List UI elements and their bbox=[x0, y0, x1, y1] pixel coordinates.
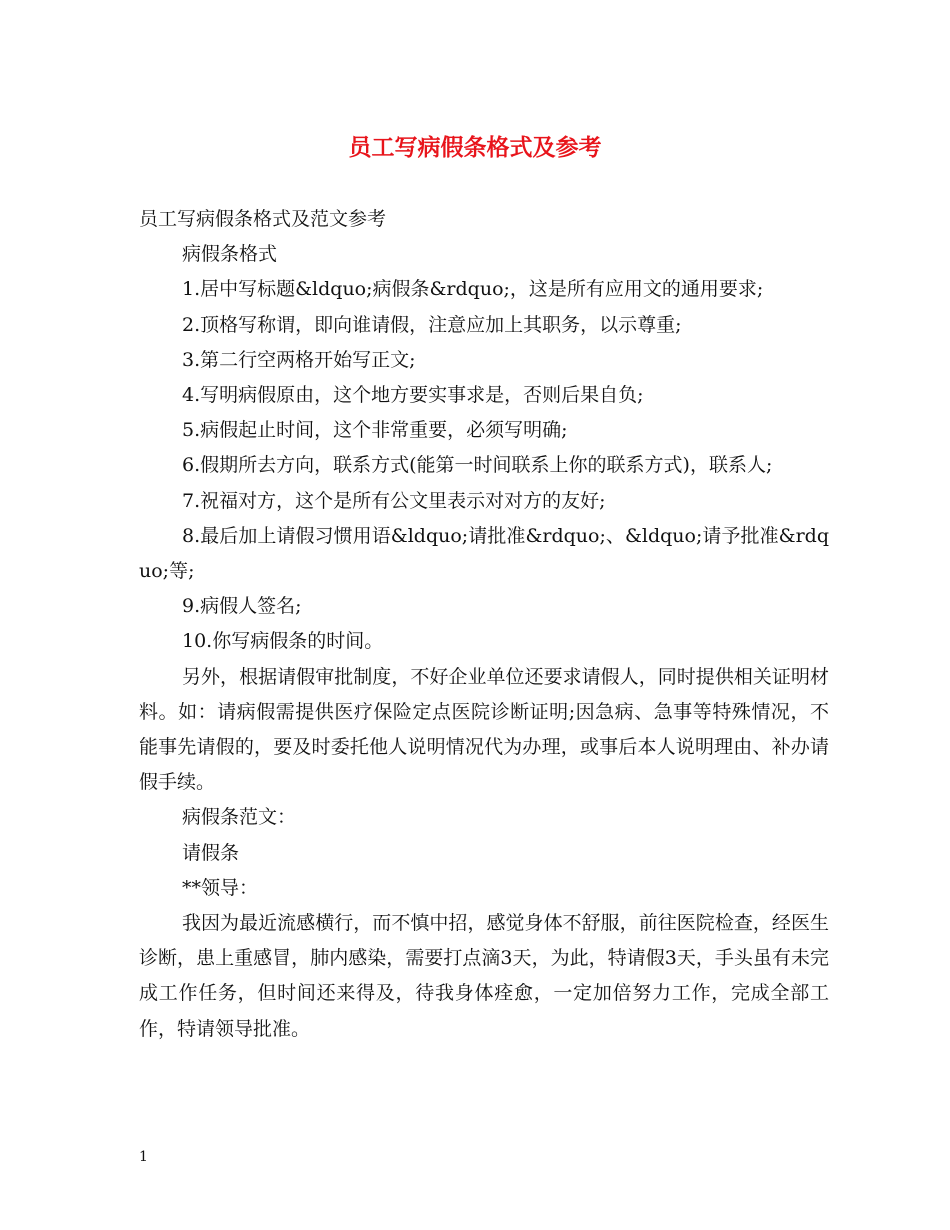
paragraph-salutation: **领导： bbox=[182, 876, 259, 899]
paragraph-additional-notes: 另外，根据请假审批制度，不好企业单位还要求请假人，同时提供相关证明材料。如：请病假需提供医疗保险定点医院诊断证明;因急病、急事等特殊情况，不能事先请假的，要及时委托他人说明情况代为办理，或事后本人说明理由、补办请假手续。 bbox=[139, 665, 829, 794]
paragraph-leave-note-title: 请假条 bbox=[182, 841, 240, 864]
list-item: 4.写明病假原由，这个地方要实事求是，否则后果自负; bbox=[182, 384, 644, 407]
list-item: 6.假期所去方向，联系方式(能第一时间联系上你的联系方式)，联系人; bbox=[182, 454, 773, 477]
list-item: 3.第二行空两格开始写正文; bbox=[182, 348, 416, 371]
list-item: 2.顶格写称谓，即向谁请假，注意应加上其职务，以示尊重; bbox=[182, 313, 682, 336]
paragraph-format-heading: 病假条格式 bbox=[182, 243, 278, 266]
list-item: 10.你写病假条的时间。 bbox=[182, 630, 384, 653]
page-number: 1 bbox=[139, 1149, 148, 1165]
paragraph-sample-body: 我因为最近流感横行，而不慎中招，感觉身体不舒服，前往医院检查，经医生诊断，患上重感冒，肺内感染，需要打点滴3天，为此，特请假3天，手头虽有未完成工作任务，但时间还来得及，待我身体痊愈，一定加倍努力工作，完成全部工作，特请领导批准。 bbox=[139, 912, 829, 1040]
list-item: 9.病假人签名; bbox=[182, 595, 302, 618]
list-item: 7.祝福对方，这个是所有公文里表示对对方的友好; bbox=[182, 489, 606, 512]
document-body bbox=[139, 202, 829, 1047]
list-item: 5.病假起止时间，这个非常重要，必须写明确; bbox=[182, 419, 568, 442]
list-item: 1.居中写标题&ldquo;病假条&rdquo;，这是所有应用文的通用要求; bbox=[182, 278, 764, 301]
list-item: 8.最后加上请假习惯用语&ldquo;请批准&rdquo;、&ldquo;请予批准&rdquo;等; bbox=[139, 524, 829, 583]
paragraph-intro: 员工写病假条格式及范文参考 bbox=[139, 208, 387, 230]
document-title: 员工写病假条格式及参考 bbox=[348, 134, 602, 161]
paragraph-sample-heading: 病假条范文： bbox=[182, 806, 297, 829]
